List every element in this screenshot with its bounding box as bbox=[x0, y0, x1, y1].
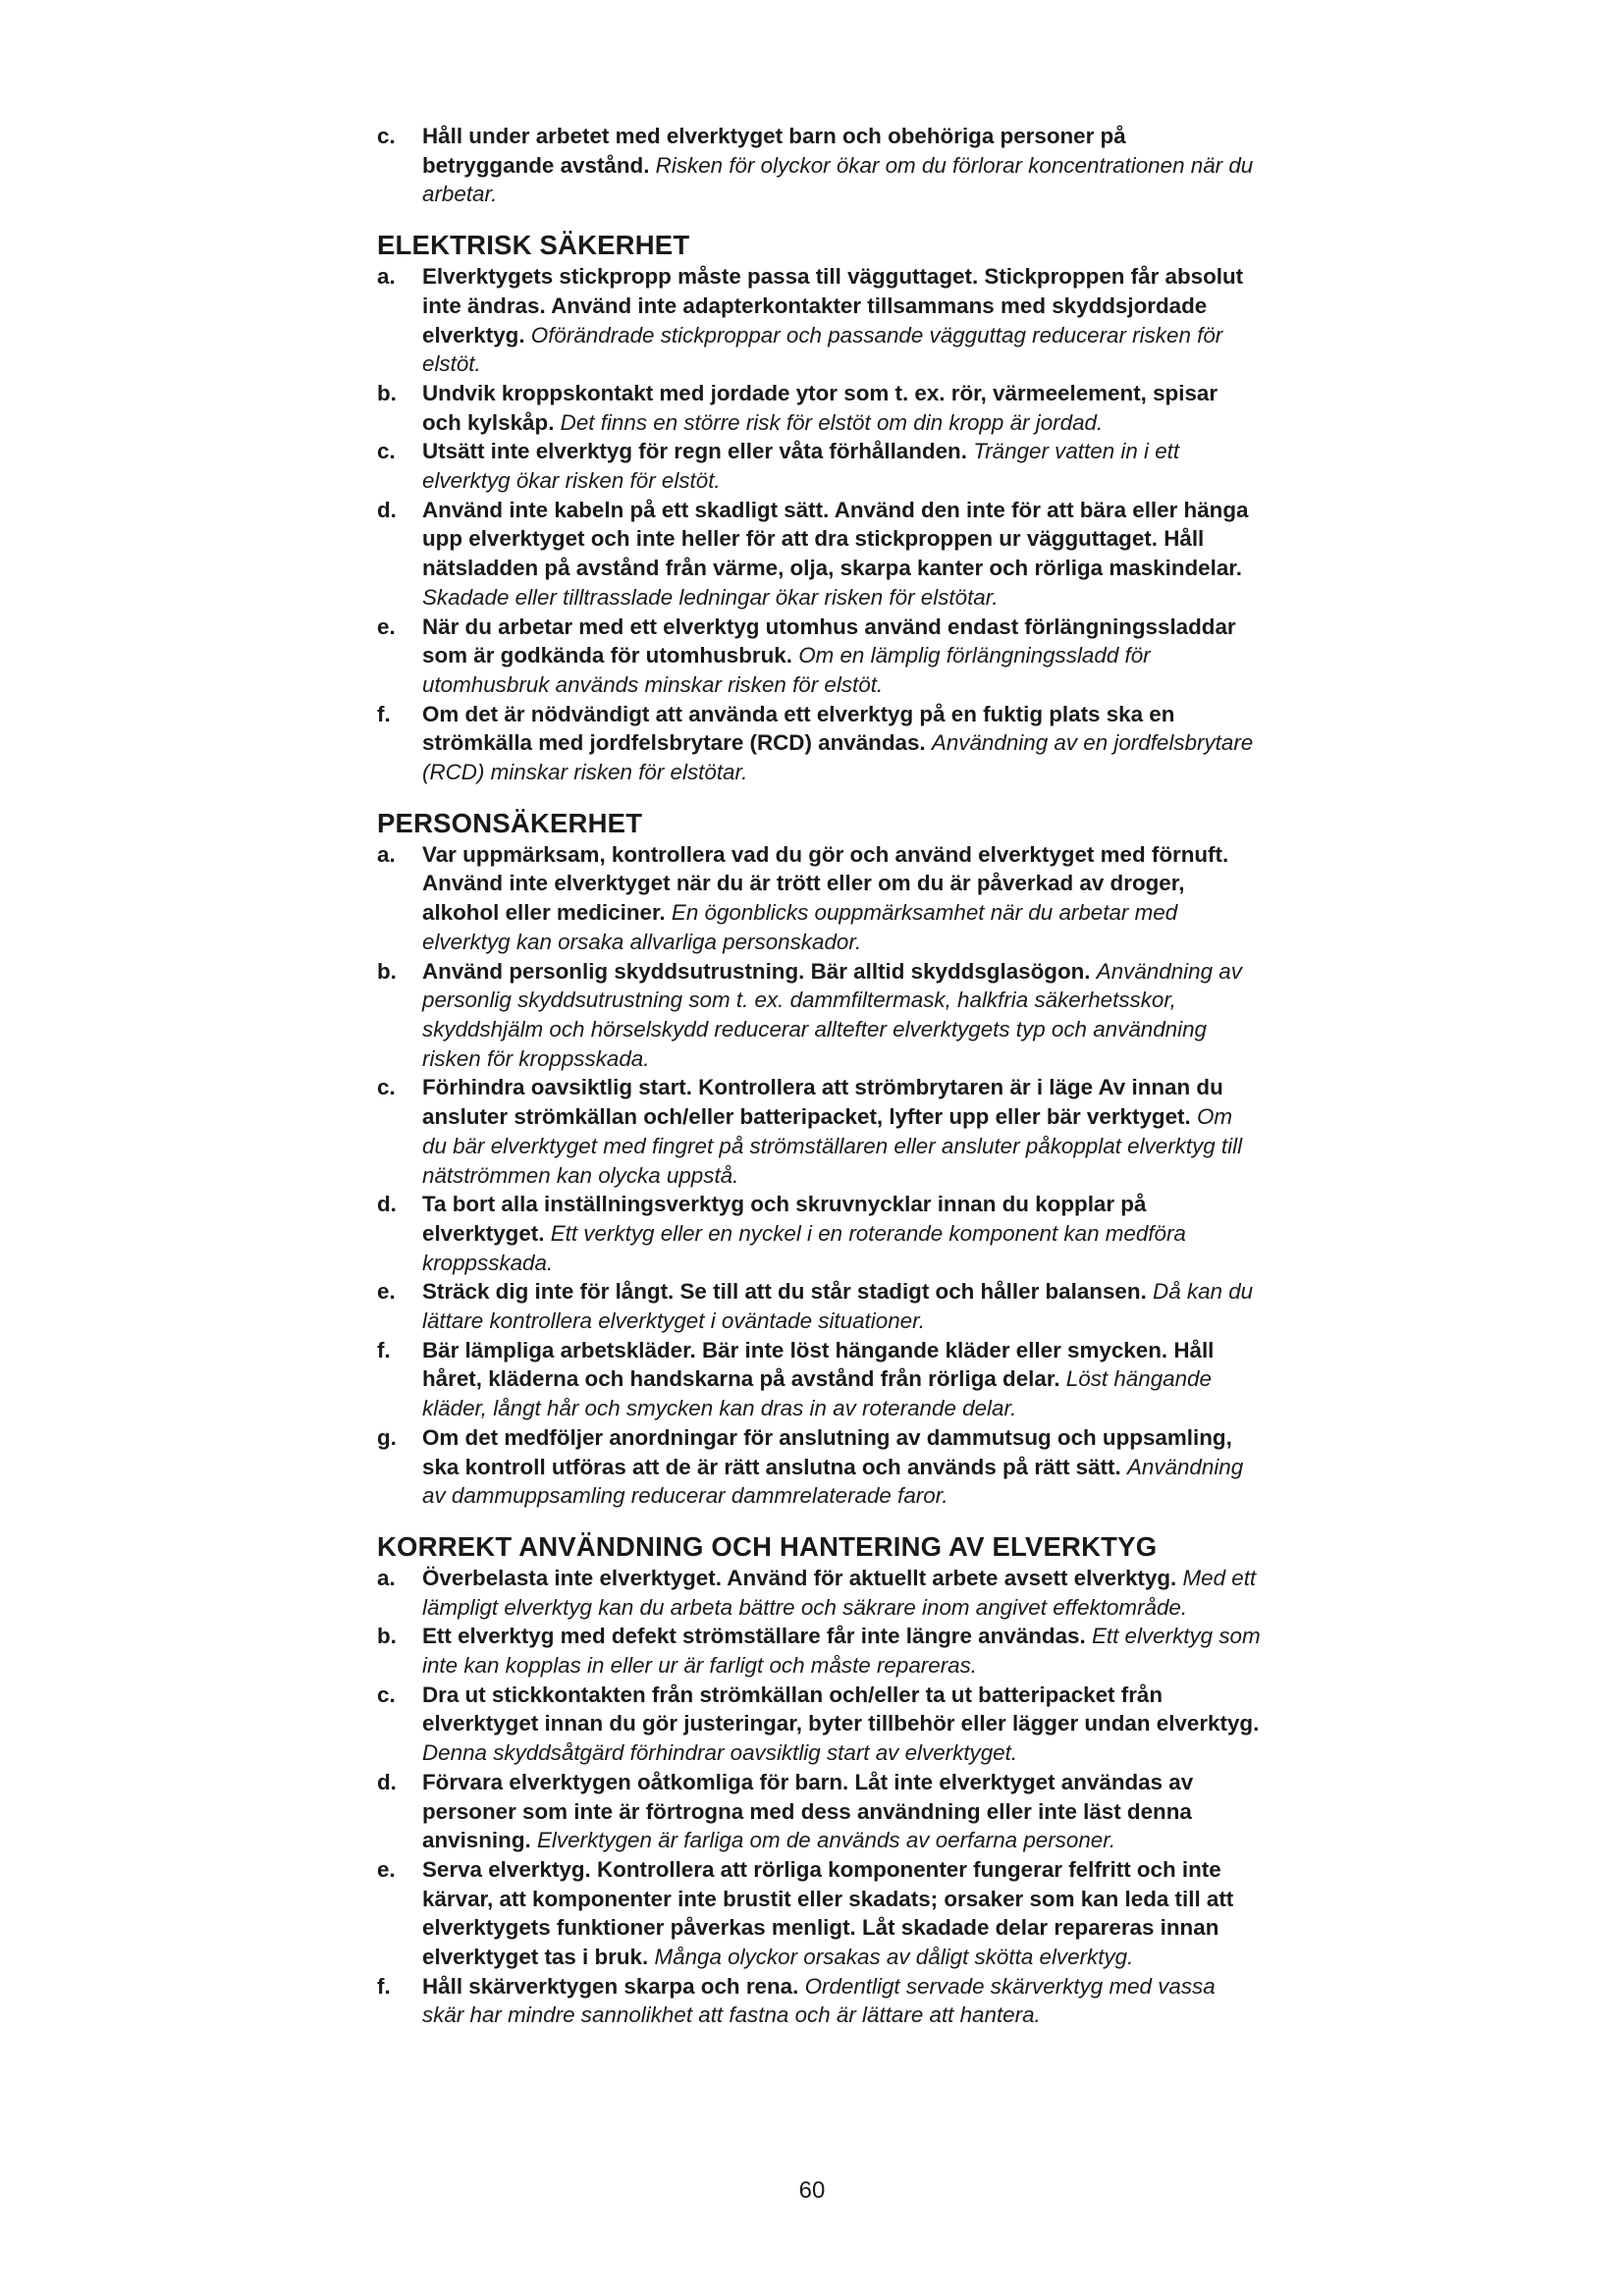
item-letter: c. bbox=[377, 124, 396, 148]
item-explanation: Oförändrade stickproppar och passande vägguttag reducerar risken för elstöt. bbox=[422, 322, 1223, 377]
item-instruction: Förhindra oavsiktlig start. Kontrollera att strömbrytaren är i läge Av innan du ansluter strömkällan och/eller batteripacket, lyfter upp eller bär verktyget. bbox=[422, 1075, 1223, 1130]
item-explanation: Många olyckor orsakas av dåligt skötta elverktyg. bbox=[654, 1945, 1134, 1970]
item-letter: f. bbox=[377, 1973, 391, 1999]
item-instruction: Förvara elverktygen oåtkomliga för barn. Låt inte elverktyget användas av personer som inte är förtrogna med dess användning eller inte läst denna anvisning. bbox=[422, 1769, 1194, 1853]
item-instruction: Sträck dig inte för långt. Se till att du står stadigt och håller balansen. bbox=[422, 1279, 1147, 1305]
list-item bbox=[377, 1681, 1261, 1768]
item-instruction: Utsätt inte elverktyg för regn eller våta förhållanden. bbox=[422, 439, 967, 464]
item-letter: f. bbox=[377, 701, 391, 726]
list-item bbox=[377, 840, 1261, 957]
item-explanation: Elverktygen är farliga om de används av oerfarna personer. bbox=[536, 1828, 1116, 1853]
item-instruction: Elverktygets stickpropp måste passa till vägguttaget. Stickproppen får absolut inte ändras. Använd inte adapterkontakter tillsammans med skyddsjordade elverktyg. bbox=[422, 264, 1244, 347]
item-letter: b. bbox=[377, 1624, 397, 1649]
item-letter: e. bbox=[377, 1856, 396, 1882]
item-letter: a. bbox=[377, 1565, 396, 1590]
list-item bbox=[377, 1073, 1261, 1190]
intro-item bbox=[377, 122, 1261, 209]
item-instruction: Håll under arbetet med elverktyget barn och obehöriga personer på betryggande avstånd. bbox=[422, 124, 1126, 178]
section-heading-correct-use: KORREKT ANVÄNDNING OCH HANTERING AV ELVERKTYG bbox=[377, 1530, 1158, 1562]
list-item bbox=[377, 613, 1261, 700]
item-instruction: Ett elverktyg med defekt strömställare får inte längre användas. bbox=[422, 1624, 1086, 1649]
item-instruction: Ta bort alla inställningsverktyg och skruvnycklar innan du kopplar på elverktyget. bbox=[422, 1192, 1147, 1246]
item-letter: d. bbox=[377, 1769, 397, 1794]
list-item bbox=[377, 262, 1261, 379]
item-instruction: Om det medföljer anordningar för anslutning av dammutsug och uppsamling, ska kontroll utföras att de är rätt anslutna och används på rätt sätt. bbox=[422, 1424, 1232, 1479]
item-explanation: Ordentligt servade skärverktyg med vassa skär har mindre sannolikhet att fastna och är lättare att hantera. bbox=[422, 1973, 1216, 2028]
list-item bbox=[377, 1277, 1261, 1335]
item-explanation: Med ett lämpligt elverktyg kan du arbeta bättre och säkrare inom angivet effektområde. bbox=[422, 1565, 1257, 1620]
item-letter: c. bbox=[377, 1075, 396, 1100]
section-correct-use bbox=[377, 1564, 1261, 2030]
list-item bbox=[377, 1336, 1261, 1423]
item-letter: e. bbox=[377, 1279, 396, 1305]
item-instruction: Om det är nödvändigt att använda ett elverktyg på en fuktig plats ska en strömkälla med jordfelsbrytare (RCD) användas. bbox=[422, 701, 1175, 756]
item-explanation: Ett verktyg eller en nyckel i en roterande komponent kan medföra kroppsskada. bbox=[422, 1220, 1186, 1275]
item-explanation: Tränger vatten in i ett elverktyg ökar risken för elstöt. bbox=[422, 439, 1180, 494]
list-item bbox=[377, 1564, 1261, 1622]
list-item bbox=[377, 379, 1261, 437]
list-item bbox=[377, 496, 1261, 613]
item-explanation: Om du bär elverktyget med fingret på strömställaren eller ansluter påkopplat elverktyg till nätströmmen kan olycka uppstå. bbox=[422, 1104, 1243, 1188]
section-heading-personal-safety: PERSONSÄKERHET bbox=[377, 807, 643, 838]
item-letter: d. bbox=[377, 1192, 397, 1217]
item-letter: b. bbox=[377, 380, 397, 405]
item-instruction: Serva elverktyg. Kontrollera att rörliga komponenter fungerar felfritt och inte kärvar, att komponenter inte brustit eller skadats; orsaker som kan leda till att elverktygets funktioner påverkas menligt. Låt skadade delar repareras innan elverktyget tas i bruk. bbox=[422, 1856, 1234, 1970]
section-personal-safety bbox=[377, 840, 1261, 1511]
item-explanation: Skadade eller tilltrasslade ledningar ökar risken för elstötar. bbox=[422, 584, 999, 610]
item-letter: d. bbox=[377, 497, 397, 522]
section-heading-electrical-safety: ELEKTRISK SÄKERHET bbox=[377, 230, 690, 261]
item-explanation: Användning av dammuppsamling reducerar dammrelaterade faror. bbox=[422, 1454, 1244, 1509]
item-instruction: Överbelasta inte elverktyget. Använd för aktuellt arbete avsett elverktyg. bbox=[422, 1565, 1177, 1590]
item-explanation: Användning av en jordfelsbrytare (RCD) minskar risken för elstötar. bbox=[422, 730, 1254, 785]
item-explanation: Då kan du lättare kontrollera elverktyget i oväntade situationer. bbox=[422, 1279, 1254, 1334]
page-number: 60 bbox=[798, 2177, 826, 2204]
item-letter: b. bbox=[377, 958, 397, 984]
list-item bbox=[377, 700, 1261, 787]
manual-page bbox=[377, 122, 1261, 2030]
item-letter: a. bbox=[377, 841, 396, 867]
item-explanation: Denna skyddsåtgärd förhindrar oavsiktlig start av elverktyget. bbox=[422, 1740, 1018, 1766]
section-electrical-safety bbox=[377, 262, 1261, 787]
list-item bbox=[377, 1972, 1261, 2030]
item-letter: c. bbox=[377, 439, 396, 464]
item-explanation: Risken för olyckor ökar om du förlorar koncentrationen när du arbetar. bbox=[422, 152, 1254, 207]
item-explanation: Användning av personlig skyddsutrustning som t. ex. dammfiltermask, halkfria säkerhetsskor, skyddshjälm och hörselskydd reducerar alltefter elverktygets typ och användning risken för kroppsskada. bbox=[422, 958, 1242, 1071]
item-explanation: Ett elverktyg som inte kan kopplas in eller ur är farligt och måste repareras. bbox=[422, 1624, 1261, 1679]
list-item bbox=[377, 1423, 1261, 1511]
list-item bbox=[377, 957, 1261, 1074]
item-explanation: En ögonblicks ouppmärksamhet när du arbetar med elverktyg kan orsaka allvarliga personskador. bbox=[422, 900, 1178, 954]
item-instruction: Bär lämpliga arbetskläder. Bär inte löst hängande kläder eller smycken. Håll håret, kläderna och handskarna på avstånd från rörliga delar. bbox=[422, 1337, 1215, 1392]
item-letter: c. bbox=[377, 1682, 396, 1707]
item-explanation: Löst hängande kläder, långt hår och smycken kan dras in av roterande delar. bbox=[422, 1366, 1212, 1421]
item-instruction: Håll skärverktygen skarpa och rena. bbox=[422, 1973, 799, 1999]
item-instruction: När du arbetar med ett elverktyg utomhus använd endast förlängningssladdar som är godkända för utomhusbruk. bbox=[422, 614, 1236, 668]
item-letter: a. bbox=[377, 264, 396, 290]
item-instruction: Var uppmärksam, kontrollera vad du gör och använd elverktyget med förnuft. Använd inte elverktyget när du är trött eller om du är påverkad av droger, alkohol eller mediciner. bbox=[422, 841, 1229, 926]
list-item bbox=[377, 1622, 1261, 1680]
item-instruction: Använd inte kabeln på ett skadligt sätt. Använd den inte för att bära eller hänga upp elverktyget och inte heller för att dra stickproppen ur vägguttaget. Håll nätsladden på avstånd från värme, olja, skarpa kanter och rörliga maskindelar. bbox=[422, 497, 1249, 581]
list-item bbox=[377, 1190, 1261, 1277]
item-letter: f. bbox=[377, 1337, 391, 1362]
item-explanation: Det finns en större risk för elstöt om din kropp är jordad. bbox=[560, 409, 1104, 435]
item-explanation: Om en lämplig förlängningssladd för utomhusbruk används minskar risken för elstöt. bbox=[422, 643, 1151, 697]
item-instruction: Undvik kroppskontakt med jordade ytor som t. ex. rör, värmeelement, spisar och kylskåp. bbox=[422, 380, 1218, 435]
item-instruction: Använd personlig skyddsutrustning. Bär alltid skyddsglasögon. bbox=[422, 958, 1091, 984]
list-item bbox=[377, 437, 1261, 495]
list-item bbox=[377, 1855, 1261, 1972]
item-instruction: Dra ut stickkontakten från strömkällan och/eller ta ut batteripacket från elverktyget innan du gör justeringar, byter tillbehör eller lägger undan elverktyg. bbox=[422, 1682, 1260, 1736]
list-item bbox=[377, 1768, 1261, 1855]
item-letter: g. bbox=[377, 1424, 397, 1450]
item-letter: e. bbox=[377, 614, 396, 639]
